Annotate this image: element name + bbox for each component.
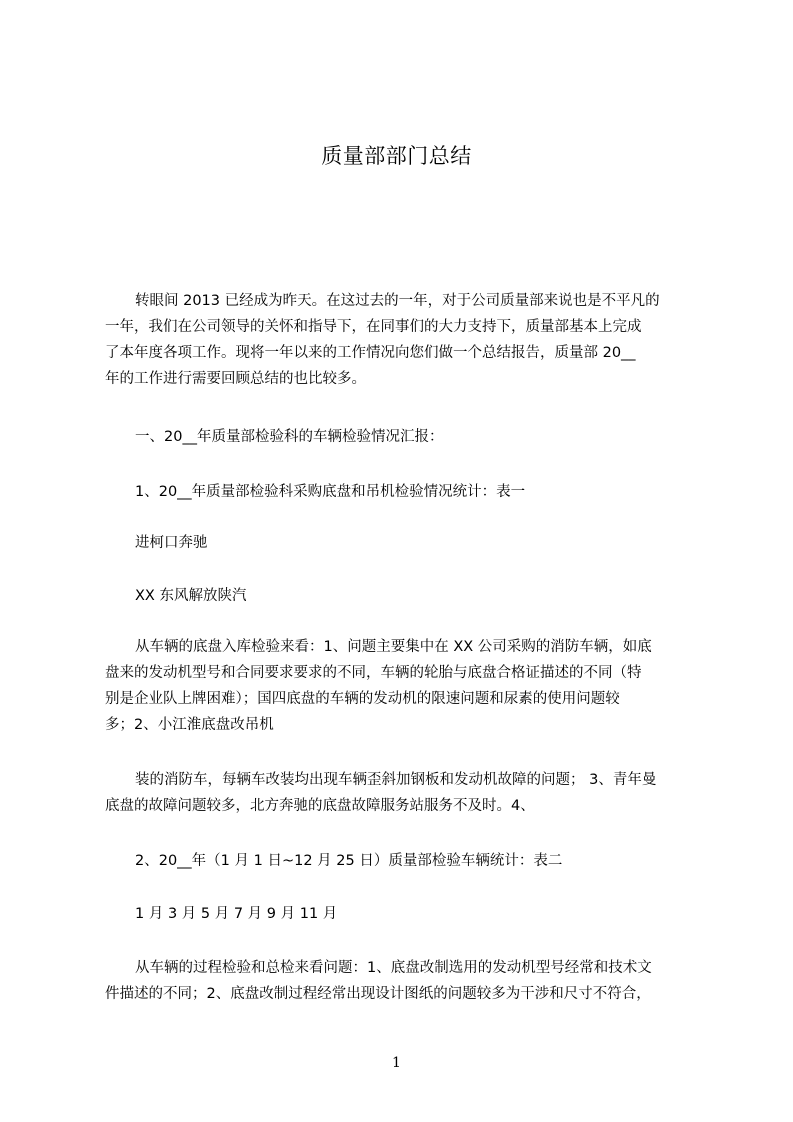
paragraph-line: 别是企业队上牌困难）；国四底盘的车辆的发动机的限速问题和尿素的使用问题较 bbox=[105, 691, 620, 707]
intro-paragraph bbox=[105, 288, 705, 392]
subsection-heading bbox=[105, 479, 705, 505]
table-1-row bbox=[105, 583, 705, 609]
table-1-row bbox=[105, 530, 705, 556]
chassis-inspection-paragraph bbox=[105, 634, 705, 738]
table-2-months bbox=[105, 901, 705, 927]
process-inspection-paragraph bbox=[105, 955, 705, 1007]
paragraph-line: 年的工作进行需要回顾总结的也比较多。 bbox=[105, 371, 366, 387]
subsection-text: 2、20__年（1 月 1 日~12 月 25 日）质量部检验车辆统计：表二 bbox=[135, 853, 563, 869]
table-row-text: 进柯口奔驰 bbox=[135, 535, 208, 551]
paragraph-line: 底盘的故障问题较多，北方奔驰的底盘故障服务站服务不及时。4、 bbox=[105, 798, 535, 814]
page-number: 1 bbox=[392, 1055, 401, 1071]
heading-text: 一、20__年质量部检验科的车辆检验情况汇报： bbox=[135, 429, 444, 445]
paragraph-line: 多；2、小江淮底盘改吊机 bbox=[105, 717, 274, 733]
table-row-text: XX 东风解放陕汽 bbox=[135, 588, 247, 604]
paragraph-line: 装的消防车，每辆车改装均出现车辆歪斜加钢板和发动机故障的问题； 3、青年曼 bbox=[135, 772, 657, 788]
paragraph-line: 一年，我们在公司领导的关怀和指导下，在同事们的大力支持下，质量部基本上完成 bbox=[105, 319, 642, 335]
paragraph-line: 盘来的发动机型号和合同要求要求的不同，车辆的轮胎与底盘合格证描述的不同（特 bbox=[105, 665, 642, 681]
subsection-heading bbox=[105, 848, 705, 874]
crane-paragraph bbox=[105, 767, 705, 819]
table-row-text: 1 月 3 月 5 月 7 月 9 月 11 月 bbox=[135, 906, 338, 922]
section-heading bbox=[105, 424, 705, 450]
document-title: 质量部部门总结 bbox=[321, 144, 472, 168]
paragraph-line: 件描述的不同；2、底盘改制过程经常出现设计图纸的问题较多为干涉和尺寸不符合， bbox=[105, 986, 651, 1002]
paragraph-line: 转眼间 2013 已经成为昨天。在这过去的一年，对于公司质量部来说也是不平凡的 bbox=[135, 293, 660, 309]
subsection-text: 1、20__年质量部检验科采购底盘和吊机检验情况统计：表一 bbox=[135, 484, 526, 500]
paragraph-line: 从车辆的底盘入库检验来看：1、问题主要集中在 XX 公司采购的消防车辆，如底 bbox=[135, 639, 652, 655]
paragraph-line: 了本年度各项工作。现将一年以来的工作情况向您们做一个总结报告，质量部 20__ bbox=[105, 345, 636, 361]
paragraph-line: 从车辆的过程检验和总检来看问题：1、底盘改制选用的发动机型号经常和技术文 bbox=[135, 960, 652, 976]
